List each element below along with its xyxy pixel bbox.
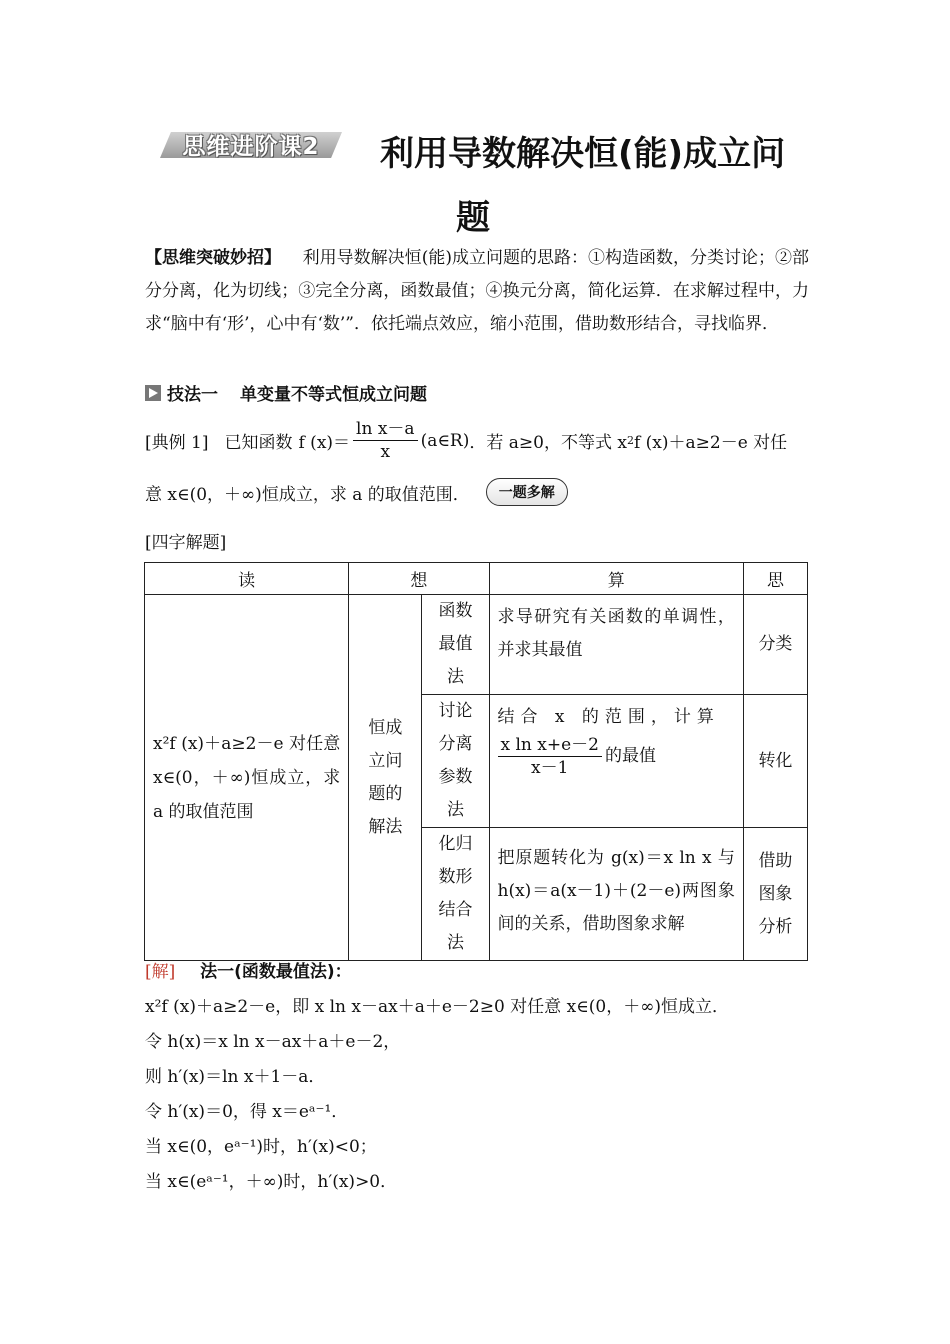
calc-fraction-denominator: x－1 (531, 758, 569, 778)
fraction-numerator: ln x－a (353, 418, 418, 441)
header-think: 想 (349, 563, 489, 595)
method-cell: 函数最值法 (422, 595, 489, 695)
example-prefix: 已知函数 (224, 433, 293, 453)
technique-heading (145, 380, 427, 405)
think-cell: 恒成立问题的解法 (349, 595, 422, 961)
solution-line: 令 h′(x)＝0，得 x＝eᵃ⁻¹． (145, 1102, 349, 1122)
solution-line: 令 h(x)＝x ln x－ax＋a＋e－2， (145, 1032, 401, 1052)
table-row (145, 595, 808, 695)
reflect-cell: 借助图象分析 (743, 828, 807, 961)
solution-line: x²f (x)＋a≥2－e，即 x ln x－ax＋a＋e－2≥0 对任意 x∈(0，＋∞)恒成立． (145, 997, 729, 1017)
example-fx: f (x)＝ (298, 433, 351, 453)
solution-tag: [解] (145, 962, 176, 982)
example-domain: (a∈R) (420, 430, 470, 451)
intro-paragraph (145, 242, 809, 341)
page-title: 利用导数解决恒(能)成立问 (380, 134, 786, 174)
solution-heading (145, 957, 352, 982)
calc-cell: 求导研究有关函数的单调性，并求其最值 (489, 595, 743, 695)
example-condition-b: f (x)＋a≥2－e 对任 (633, 433, 788, 453)
badge-text: 思维进阶课2 (182, 134, 320, 160)
multi-solution-badge: 一题多解 (486, 478, 568, 506)
header-read: 读 (145, 563, 349, 595)
solution-method-title: 法一(函数最值法)： (200, 962, 352, 982)
method-cell: 讨论分离参数法 (422, 695, 489, 828)
calc-fraction (498, 734, 603, 779)
play-triangle-icon (145, 385, 161, 401)
calc-cell (489, 695, 743, 828)
example-line2-text: 意 x∈(0，＋∞)恒成立，求 a 的取值范围． (145, 484, 470, 505)
technique-title: 单变量不等式恒成立问题 (240, 385, 427, 405)
header-calc: 算 (489, 563, 743, 595)
lesson-badge (160, 128, 342, 162)
four-char-label: [四字解题] (145, 533, 227, 553)
page-title-continued: 题 (456, 198, 490, 238)
intro-label: 【思维突破妙招】 (145, 248, 282, 268)
solution-line: 当 x∈(eᵃ⁻¹，＋∞)时，h′(x)>0． (145, 1172, 398, 1192)
reflect-cell: 转化 (743, 695, 807, 828)
technique-label: 技法一 (167, 385, 218, 405)
example-tag: [典例 1] (145, 433, 209, 453)
table-header-row (145, 563, 808, 595)
header-reflect: 思 (743, 563, 807, 595)
solution-line: 则 h′(x)＝ln x＋1－a． (145, 1067, 326, 1087)
fraction-denominator: x (380, 442, 391, 462)
example-statement: [典例 1] 已知函数 f (x)＝ $\frac{\text{ln x－a}}{x}$ (a∈R) ．若 a≥0，不等式 x 2 f (x)＋a≥2－e 对任 (145, 419, 788, 462)
calc-cell: 把原题转化为 g(x)＝x ln x 与 h(x)＝a(x－1)＋(2－e)两图象间的关系，借助图象求解 (489, 828, 743, 961)
calc-fraction-numerator: x ln x+e－2 (498, 734, 603, 757)
intro-text: 利用导数解决恒(能)成立问题的思路：①构造函数，分类讨论；②部分分离，化为切线；③完全分离，函数最值；④换元分离，简化运算．在求解过程中，力求“脑中有‘形’，心中有‘数’”．依托端点效应，缩小范围，借助数形结合，寻找临界． (145, 248, 810, 334)
example-statement-line2 (145, 478, 568, 506)
analysis-table (144, 562, 808, 961)
solution-line: 当 x∈(0，eᵃ⁻¹)时，h′(x)<0； (145, 1137, 377, 1157)
calc-text-b: 的最值 (605, 746, 656, 766)
read-cell: x²f (x)＋a≥2－e 对任意 x∈(0，＋∞)恒成立，求 a 的取值范围 (145, 595, 349, 961)
example-condition-a: ．若 a≥0，不等式 x (469, 433, 627, 453)
example-fraction (353, 418, 418, 463)
calc-text-a: 结合 x 的范围，计算 (497, 707, 720, 727)
method-cell: 化归数形结合法 (422, 828, 489, 961)
reflect-cell: 分类 (743, 595, 807, 695)
